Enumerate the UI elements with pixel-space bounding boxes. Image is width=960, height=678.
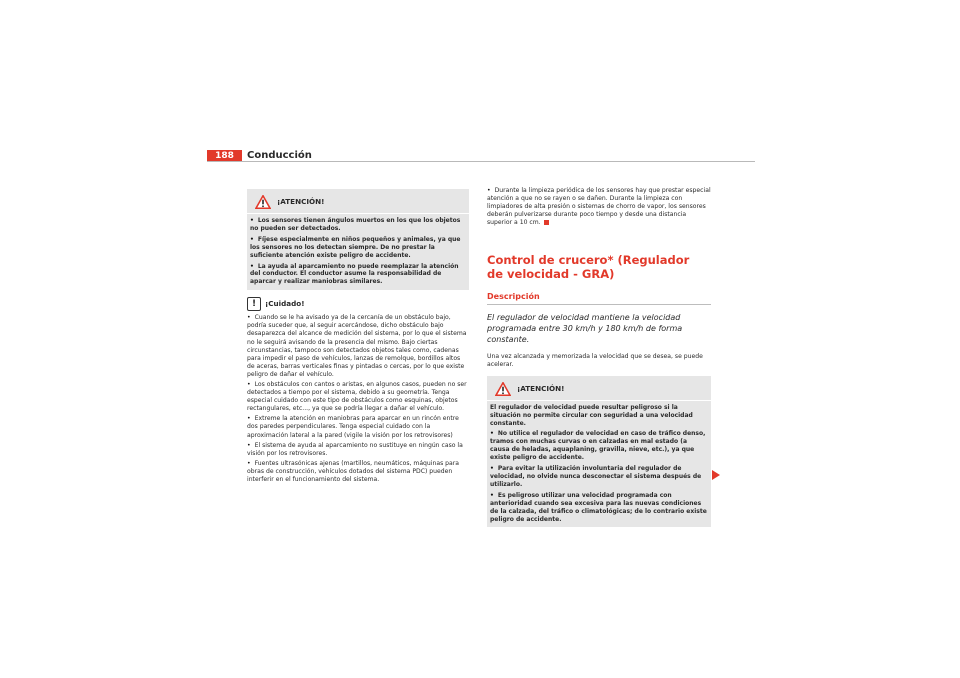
header-divider [207, 161, 755, 162]
warning-box-parking [247, 189, 469, 290]
bullet-icon: • [250, 235, 254, 243]
warning-item: • No utilice el regulador de velocidad en caso de tráfico denso, tramos con muchas curvas o en calzadas en mal estado (a causa de heladas, aquaplaning, gravilla, nieve, etc.), ya que existe peligro de accidente. [490, 430, 706, 462]
caution-item: • Extreme la atención en maniobras para aparcar en un rincón entre dos paredes perpendiculares. Tenga especial cuidado con la aproximación lateral a la pared (vigile la visión por los retrovisores) [247, 415, 459, 439]
warning-title-text: ¡ATENCIÓN! [277, 196, 325, 206]
continue-arrow-icon [712, 470, 720, 480]
page-number: 188 [207, 150, 242, 162]
warning-box-cruise [487, 376, 711, 528]
end-of-section-icon [544, 220, 549, 225]
body-text: Una vez alcanzada y memorizada la velocidad que se desea, se puede acelerar. [487, 352, 703, 368]
bullet-icon: • [247, 381, 251, 388]
caution-item: • Cuando se le ha avisado ya de la cercanía de un obstáculo bajo, podría suceder que, al seguir acercándose, dicho obstáculo bajo desaparezca del alcance de medición del sistema, por lo que el sistema no le seguirá avisando de la presencia del mismo. Bajo ciertas circunstancias, tampoco son detectados objetos tales como, cadenas para impedir el paso de vehículos, lanzas de remolque, bordillos altos de aceras, barras verticales finas y pintadas o cercas, por lo que existe peligro de dañar el vehículo. [247, 314, 467, 378]
warning-item: • La ayuda al aparcamiento no puede reemplazar la atención del conductor. El conductor asume la responsabilidad de aparcar y realizar maniobras similares. [250, 262, 459, 286]
bullet-icon: • [490, 430, 494, 438]
caution-item: • El sistema de ayuda al aparcamiento no sustituye en ningún caso la visión por los retrovisores. [247, 441, 463, 457]
caution-exclamation-icon: ! [247, 297, 261, 311]
bullet-icon: • [250, 217, 254, 224]
warning-box-title [487, 380, 711, 401]
caution-item: • Fuentes ultrasónicas ajenas (martillos, neumáticos, máquinas para obras de construcción, vehículos dotados del sistema PDC) pueden interferir en el funcionamiento del sistema. [247, 459, 460, 484]
warning-lead: El regulador de velocidad puede resultar peligroso si la situación no permite circular con seguridad a una velocidad constante. [490, 403, 693, 427]
bullet-icon: • [490, 491, 494, 499]
bullet-icon: • [487, 187, 491, 194]
bullet-icon: • [247, 441, 251, 449]
caution-item: • Los obstáculos con cantos o aristas, en algunos casos, pueden no ser detectados a tiempo por el sistema, debido a su geometría. Tenga especial cuidado con este tipo de obstáculos como esquinas, objetos rectangulares, etc..., ya que se podría llegar a dañar el vehículo. [247, 381, 467, 413]
subsection-heading: Descripción [487, 293, 711, 304]
chapter-heading: Control de crucero* (Regulador de velocidad - GRA) [487, 253, 690, 282]
bullet-icon: • [247, 314, 251, 322]
warning-triangle-icon [255, 195, 271, 209]
warning-box-title [247, 193, 469, 214]
bullet-icon: • [247, 459, 251, 467]
section-title: Conducción [247, 150, 312, 161]
intro-text: El regulador de velocidad mantiene la velocidad programada entre 30 km/h y 180 km/h de forma constante. [487, 312, 683, 344]
bullet-icon: • [490, 465, 494, 473]
warning-title-text: ¡ATENCIÓN! [517, 383, 565, 393]
cleaning-note: • Durante la limpieza periódica de los sensores hay que prestar especial atención a que no se rayen o se dañen. Durante la limpieza con limpiadores de alta presión o sistemas de chorro de vapor, los sensores deberán pulverizarse durante poco tiempo y desde una distancia superior a 10 cm. [487, 187, 711, 227]
warning-item: • Los sensores tienen ángulos muertos en los que los objetos no pueden ser detectados. [250, 217, 461, 232]
warning-item: • Es peligroso utilizar una velocidad programada con anterioridad cuando sea excesiva para las nuevas condiciones de la calzada, del tráfico o climatológicas; de lo contrario existe peligro de accidente. [490, 491, 707, 523]
warning-item: • Para evitar la utilización involuntaria del regulador de velocidad, no olvide nunca desconectar el sistema después de utilizarlo. [490, 465, 702, 488]
bullet-icon: • [250, 262, 254, 270]
warning-triangle-icon [495, 382, 511, 396]
caution-title: ¡Cuidado! [265, 299, 305, 309]
right-column [487, 187, 711, 527]
warning-item: • Fíjese especialmente en niños pequeños y animales, ya que los sensores no los detectan siempre. De no prestar la suficiente atención existe peligro de accidente. [250, 235, 461, 259]
bullet-icon: • [247, 415, 251, 423]
left-column [247, 189, 469, 486]
caution-heading [247, 297, 469, 311]
